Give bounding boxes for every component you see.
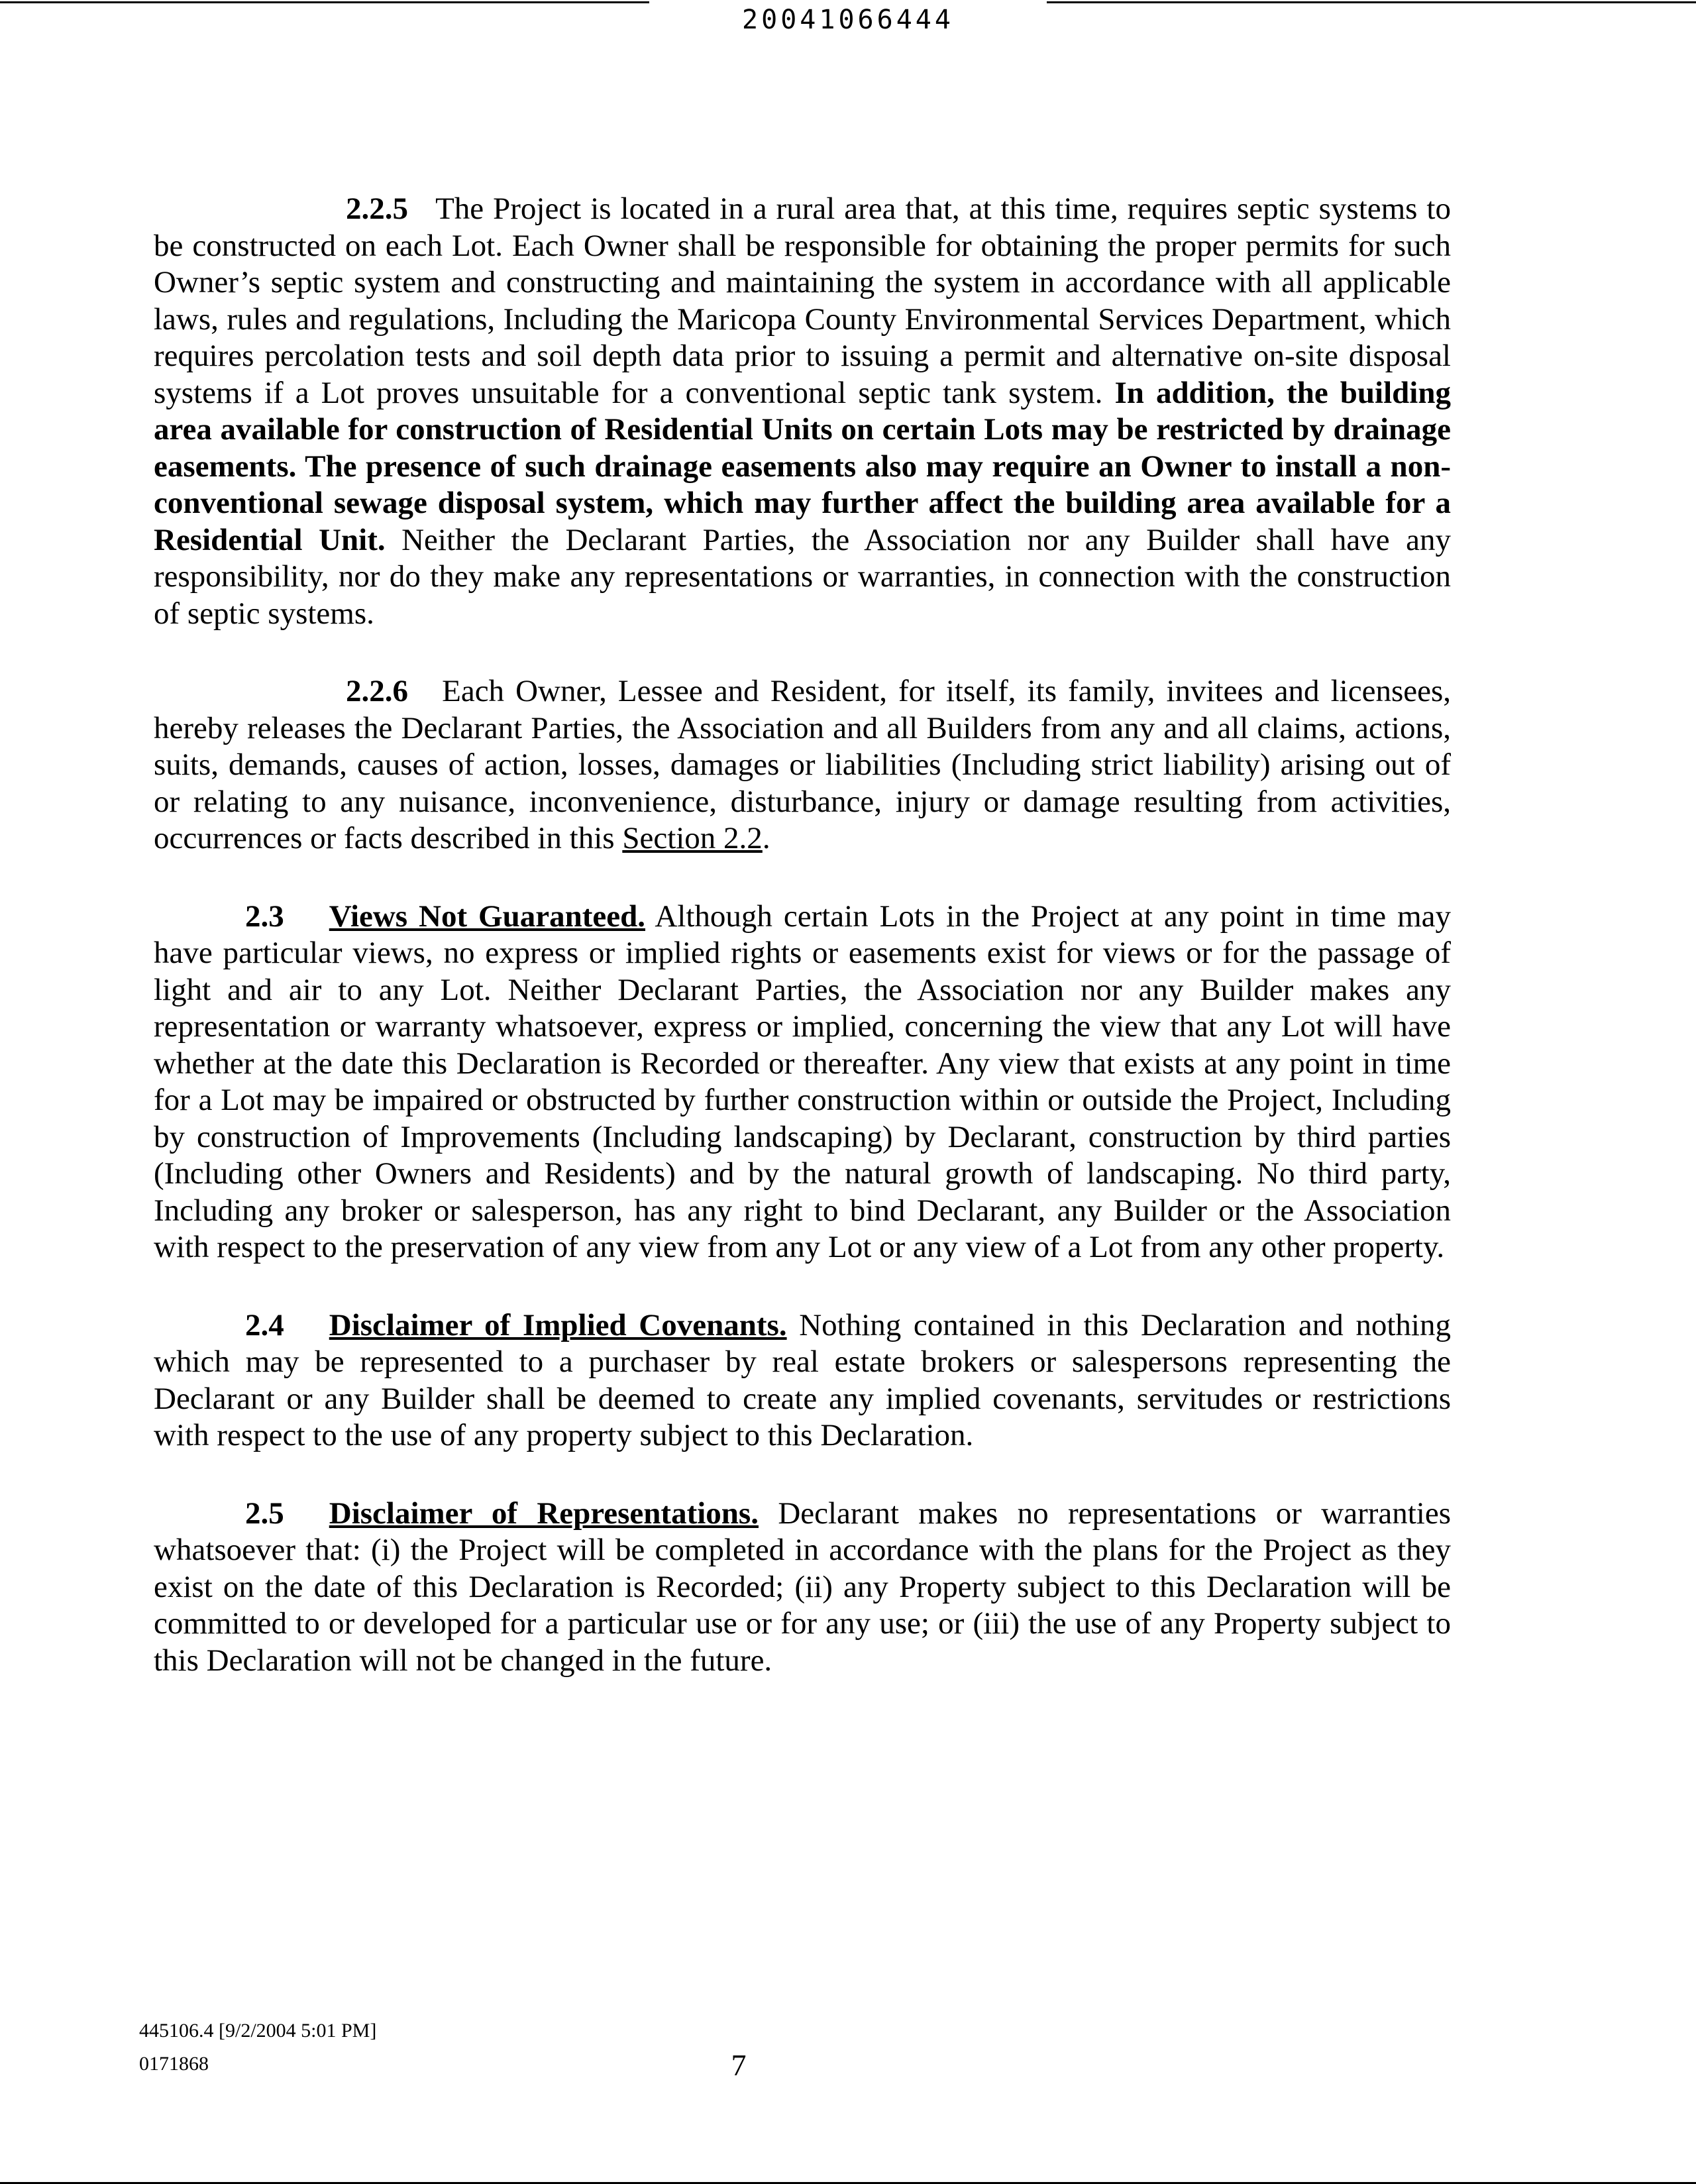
section-heading: Disclaimer of Implied Covenants. [329, 1307, 787, 1342]
section-2-2-6 [154, 673, 1451, 857]
section-heading: Disclaimer of Representations. [329, 1496, 759, 1531]
recording-number: 20041066444 [742, 5, 954, 35]
section-text: The Project is located in a rural area that, at this time, requires septic systems to be constructed on each Lot. Each Owner shall be responsible for obtaining the proper permits for such Owner’s septic system and constructing and maintaining the system in accordance with all applicable laws, rules and regulations, Including the Maricopa County Environmental Services Department, which requires percolation tests and soil depth data prior to issuing a permit and alternative on-site disposal systems if a Lot proves unsuitable for a conventional septic tank system. [154, 191, 1451, 410]
section-text: Neither the Declarant Parties, the Association nor any Builder shall have any responsibility, nor do they make any representations or warranties, in connection with the construction of septic systems. [154, 522, 1451, 631]
section-bold-text: In addition, the building area available for construction of Residential Units on certain Lots may be restricted by drainage easements. The presence of such drainage easements also may require an Owner to install a non-conventional sewage disposal system, which may further affect the building area available for a Residential Unit. [154, 375, 1452, 557]
section-text: Each Owner, Lessee and Resident, for itself, its family, invitees and licensees, hereby releases the Declarant Parties, the Association and all Builders from any and all claims, actions, suits, demands, causes of action, losses, damages or liabilities (Including strict liability) arising out of or relating to any nuisance, inconvenience, disturbance, injury or damage resulting from activities, occurrences or facts described in this [154, 674, 1451, 855]
section-text: Although certain Lots in the Project at any point in time may have particular views, no express or implied rights or easements exist for views or for the passage of light and air to any Lot. Neither Declarant Parties, the Association nor any Builder makes any representation or warranty whatsoever, express or implied, concerning the view that any Lot will have whether at the date this Declaration is Recorded or thereafter. Any view that exists at any point in time for a Lot may be impaired or obstructed by further construction within or outside the Project, Including by construction of Improvements (Including landscaping) by Declarant, construction by third parties (Including other Owners and Residents) and by the natural growth of landscaping. No third party, Including any broker or salesperson, has any right to bind Declarant, any Builder or the Association with respect to the preservation of any view from any Lot or any view of a Lot from any other property. [154, 899, 1452, 1264]
document-body [154, 191, 1451, 1720]
section-number: 2.2.5 [346, 191, 408, 226]
section-number: 2.5 [245, 1496, 284, 1531]
section-2-5 [154, 1496, 1451, 1680]
section-2-4 [154, 1307, 1451, 1454]
section-number: 2.2.6 [346, 674, 408, 708]
section-2-3 [154, 899, 1451, 1266]
section-reference: Section 2.2 [622, 821, 763, 855]
section-text: . [762, 821, 770, 855]
section-text: Nothing contained in this Declaration and nothing which may be represented to a purchaser by real estate brokers or salespersons representing the Declarant or any Builder shall be deemed to create any implied covenants, servitudes or restrictions with respect to the use of any property subject to this Declaration. [154, 1307, 1451, 1452]
footer-client-number: 0171868 [139, 2053, 209, 2075]
section-text: Declarant makes no representations or warranties whatsoever that: (i) the Project will be completed in accordance with the plans for the Project as they exist on the date of this Declaration is Recorded; (ii) any Property subject to this Declaration will be committed to or developed for a particular use or for any use; or (iii) the use of any Property subject to this Declaration will not be changed in the future. [154, 1496, 1452, 1678]
section-heading: Views Not Guaranteed. [329, 899, 646, 934]
section-number: 2.4 [245, 1307, 284, 1342]
footer-doc-id: 445106.4 [9/2/2004 5:01 PM] [139, 2020, 377, 2042]
section-number: 2.3 [245, 899, 284, 934]
page-number: 7 [731, 2048, 747, 2082]
section-2-2-5 [154, 191, 1451, 632]
